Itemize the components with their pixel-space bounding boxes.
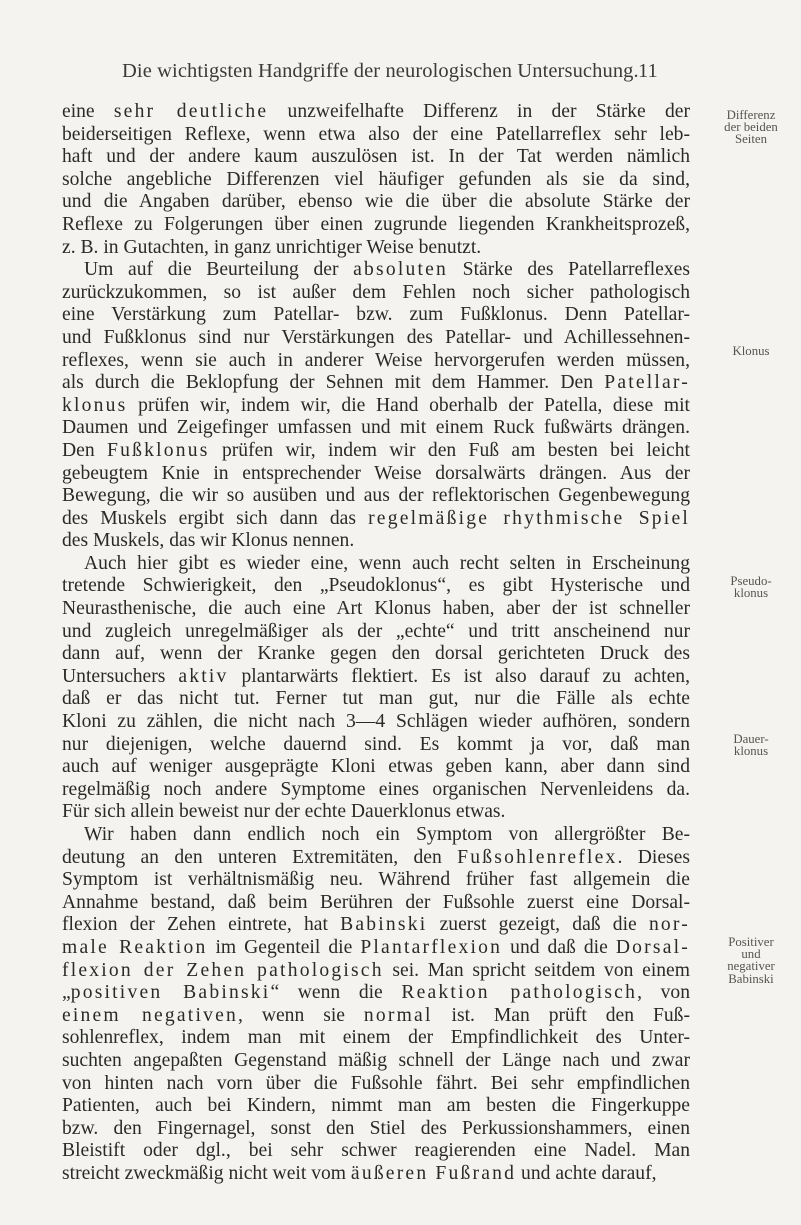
text-line bbox=[62, 1163, 690, 1186]
text-line bbox=[62, 824, 690, 847]
page-number: 11 bbox=[638, 60, 658, 82]
text-run: flexion der Zehen eintrete, hat bbox=[62, 914, 341, 936]
text-run: Bleistift oder dgl., bei sehr schwer reagierenden eine Nadel. Man bbox=[62, 1140, 690, 1162]
text-run: Neurasthenische, die auch eine Art Klonus haben, aber der ist schneller bbox=[62, 598, 690, 620]
spaced-emphasis: positiven Babinski bbox=[70, 982, 271, 1004]
text-line bbox=[62, 1050, 690, 1073]
text-line bbox=[62, 688, 690, 711]
text-line bbox=[62, 191, 690, 214]
margin-note-dauerklonus bbox=[704, 733, 798, 757]
margin-note-line: Klonus bbox=[732, 344, 770, 358]
main-text-column bbox=[62, 101, 690, 1186]
text-run: Wir haben dann endlich noch ein Symptom von allergrößter Be- bbox=[84, 824, 690, 845]
text-line bbox=[62, 395, 690, 418]
margin-note-pseudoklonus bbox=[704, 575, 798, 599]
text-run: Für sich allein beweist nur der echte Dauerklonus etwas. bbox=[62, 801, 506, 823]
text-line bbox=[62, 598, 690, 621]
text-run: prüfen wir, indem wir den Fuß am besten bei leicht bbox=[209, 439, 690, 461]
spaced-emphasis: normal bbox=[363, 1004, 433, 1026]
text-run: Symptom ist verhältnismäßig neu. Während früher fast allgemein die bbox=[62, 869, 690, 891]
spaced-emphasis: Plantarflexion bbox=[360, 936, 503, 958]
margin-note-line: Seiten bbox=[735, 132, 767, 147]
text-run: Reflexe zu Folgerungen über einen zugrunde liegenden Krankheitsprozeß, bbox=[62, 213, 690, 235]
text-run: bzw. den Fingernagel, sonst den Stiel des Perkussionshammers, einen bbox=[62, 1117, 690, 1139]
text-line bbox=[62, 508, 690, 531]
text-line bbox=[62, 643, 690, 666]
margin-note-line: Pseudo- bbox=[730, 574, 772, 588]
text-line bbox=[62, 169, 690, 192]
margin-note-line: Dauer- bbox=[733, 732, 769, 746]
text-line bbox=[62, 530, 690, 553]
text-run: , wenn sie bbox=[237, 1004, 364, 1026]
text-run: im Gegenteil die bbox=[207, 936, 361, 958]
spaced-emphasis: flexion der Zehen pathologisch bbox=[62, 959, 384, 981]
text-line bbox=[62, 146, 690, 169]
text-run: Annahme bestand, daß beim Berühren der Fußsohle zuerst eine Dorsal- bbox=[62, 891, 690, 913]
text-run: unzweifelhafte Differenz in der Stärke der bbox=[268, 101, 690, 122]
text-line bbox=[62, 259, 690, 282]
text-run: auch auf weniger ausgeprägte Kloni etwas geben kann, aber dann sind bbox=[62, 756, 690, 778]
text-line bbox=[62, 801, 690, 824]
spaced-emphasis: aktiv bbox=[178, 665, 229, 687]
text-run: und die Angaben darüber, ebenso wie die über die absolute Stärke der bbox=[62, 191, 690, 213]
margin-note-line: klonus bbox=[733, 744, 769, 759]
spaced-emphasis: Fußsohlenreflex bbox=[457, 846, 618, 868]
text-run: Patienten, auch bei Kindern, nimmt man am besten die Fingerkuppe bbox=[62, 1095, 690, 1117]
text-run: beiderseitigen Reflexe, wenn etwa also der eine Patellarreflex sehr leb- bbox=[62, 123, 690, 145]
margin-note-line: negativer bbox=[727, 959, 775, 974]
spaced-emphasis: Patellar- bbox=[604, 372, 690, 394]
text-run: und daß die bbox=[502, 936, 616, 958]
text-line bbox=[62, 847, 690, 870]
text-run: suchten angepaßten Gegenstand mäßig schnell der Länge nach und zwar bbox=[62, 1049, 690, 1071]
text-run: daß er das nicht tut. Ferner tut man gut, nur die Fälle als echte bbox=[62, 688, 690, 710]
text-run: ist. Man prüft den Fuß- bbox=[432, 1004, 690, 1026]
text-line bbox=[62, 779, 690, 802]
text-run: , von bbox=[637, 982, 690, 1004]
text-run: des Muskels, das wir Klonus nennen. bbox=[62, 530, 355, 552]
text-run: tretende Schwierigkeit, den „Pseudoklonus“, es gibt Hysterische und bbox=[62, 575, 690, 597]
text-line bbox=[62, 214, 690, 237]
text-run: eine bbox=[62, 101, 114, 122]
text-line bbox=[62, 350, 690, 373]
text-line bbox=[62, 621, 690, 644]
text-run: zuerst gezeigt, daß die bbox=[427, 914, 649, 936]
text-run: Auch hier gibt es wieder eine, wenn auch recht selten in Erscheinung bbox=[84, 552, 690, 574]
margin-note-line: klonus bbox=[733, 586, 769, 601]
text-line bbox=[62, 282, 690, 305]
text-line bbox=[62, 960, 690, 983]
text-run: Bewegung, die wir so ausüben und aus der reflektorischen Gegenbewegung bbox=[62, 485, 690, 507]
text-line bbox=[62, 734, 690, 757]
spaced-emphasis: klonus bbox=[62, 394, 128, 416]
text-run: streicht zweckmäßig nicht weit vom bbox=[62, 1162, 351, 1184]
text-run: Untersuchers bbox=[62, 665, 179, 687]
margin-note-line: Babinski bbox=[728, 971, 774, 986]
text-line bbox=[62, 101, 690, 124]
text-line bbox=[62, 372, 690, 395]
text-run: Den bbox=[62, 439, 108, 461]
text-line bbox=[62, 869, 690, 892]
text-run: sohlenreflex, indem man mit einem der Empfindlichkeit des Unter- bbox=[62, 1027, 690, 1049]
text-run: als durch die Beklopfung der Sehnen mit dem Hammer. Den bbox=[62, 372, 605, 394]
text-line bbox=[62, 1073, 690, 1096]
text-line bbox=[62, 417, 690, 440]
spaced-emphasis: einem negativen bbox=[62, 1004, 238, 1026]
text-line bbox=[62, 1118, 690, 1141]
text-line bbox=[62, 575, 690, 598]
text-run: zurückzukommen, so ist außer dem Fehlen noch sicher pathologisch bbox=[62, 281, 690, 303]
text-line bbox=[62, 237, 690, 260]
text-line bbox=[62, 553, 690, 576]
text-line bbox=[62, 327, 690, 350]
margin-note-line: Differenz bbox=[726, 108, 776, 122]
text-run: des Muskels ergibt sich dann das bbox=[62, 507, 369, 529]
text-run: „ bbox=[62, 982, 71, 1004]
text-run: . Dieses bbox=[617, 846, 690, 868]
spaced-emphasis: Dorsal- bbox=[615, 936, 690, 958]
text-line bbox=[62, 914, 690, 937]
text-run: Um auf die Beurteilung der bbox=[84, 259, 354, 281]
text-run: reflexes, wenn sie auch in anderer Weise hervorgerufen werden müssen, bbox=[62, 349, 690, 371]
text-run: z. B. in Gutachten, in ganz unrichtiger Weise benutzt. bbox=[62, 236, 482, 258]
spaced-emphasis: Babinski bbox=[340, 914, 428, 936]
text-run: dann auf, wenn der Kranke gegen den dorsal gerichteten Druck des bbox=[62, 643, 690, 665]
text-run: Kloni zu zählen, die nicht nach 3—4 Schlägen wieder aufhören, sondern bbox=[62, 711, 690, 733]
text-line bbox=[62, 892, 690, 915]
text-run: gebeugtem Knie in entsprechender Weise dorsalwärts drängen. Aus der bbox=[62, 462, 690, 484]
text-run: und achte darauf, bbox=[516, 1162, 657, 1184]
text-run: von hinten nach vorn über die Fußsohle fährt. Bei sehr empfindlichen bbox=[62, 1072, 690, 1094]
text-run: haft und der andere kaum auszulösen ist. In der Tat werden nämlich bbox=[62, 146, 690, 168]
text-line bbox=[62, 756, 690, 779]
spaced-emphasis: Reaktion pathologisch bbox=[401, 982, 638, 1004]
text-line bbox=[62, 440, 690, 463]
text-line bbox=[62, 982, 690, 1005]
text-run: sei. Man spricht seitdem von einem bbox=[383, 959, 690, 981]
text-line bbox=[62, 1027, 690, 1050]
text-line bbox=[62, 1005, 690, 1028]
spaced-emphasis: Fußklonus bbox=[107, 439, 210, 461]
text-run: Daumen und Zeigefinger umfassen und mit einem Ruck fußwärts drängen. bbox=[62, 417, 690, 439]
text-run: solche angebliche Differenzen viel häufiger gefunden als sie da sind, bbox=[62, 168, 690, 190]
spaced-emphasis: nor- bbox=[648, 914, 690, 936]
text-run: prüfen wir, indem wir, die Hand oberhalb der Patella, diese mit bbox=[127, 394, 690, 416]
text-line bbox=[62, 711, 690, 734]
text-run: und Fußklonus sind nur Verstärkungen des Patellar- und Achillessehnen- bbox=[62, 326, 690, 348]
margin-note-differenz bbox=[704, 109, 798, 146]
spaced-emphasis: regelmäßige rhythmische Spiel bbox=[368, 507, 690, 529]
text-line bbox=[62, 1095, 690, 1118]
spaced-emphasis: äußeren Fußrand bbox=[350, 1162, 517, 1184]
running-header bbox=[0, 60, 801, 90]
text-line bbox=[62, 666, 690, 689]
text-run: regelmäßig noch andere Symptome eines organischen Nervenleidens da. bbox=[62, 778, 690, 800]
text-run: eine Verstärkung zum Patellar- bzw. zum Fußklonus. Denn Patellar- bbox=[62, 304, 690, 326]
text-run: Stärke des Patellarreflexes bbox=[448, 259, 690, 281]
text-line bbox=[62, 463, 690, 486]
margin-note-line: der beiden bbox=[724, 120, 778, 135]
running-head-title: Die wichtigsten Handgriffe der neurologischen Untersuchung. bbox=[122, 60, 639, 82]
text-line bbox=[62, 937, 690, 960]
margin-note-line: und bbox=[741, 947, 761, 962]
spaced-emphasis: sehr deutliche bbox=[113, 101, 269, 122]
text-line bbox=[62, 124, 690, 147]
text-line bbox=[62, 1140, 690, 1163]
margin-note-line: Positiver bbox=[728, 935, 774, 949]
text-run: und zugleich unregelmäßiger als der „echte“ und tritt anscheinend nur bbox=[62, 620, 690, 642]
spaced-emphasis: absoluten bbox=[353, 259, 449, 281]
text-line bbox=[62, 485, 690, 508]
text-run: deutung an den unteren Extremitäten, den bbox=[62, 846, 458, 868]
margin-note-babinski bbox=[704, 936, 798, 985]
text-run: “ wenn die bbox=[270, 982, 402, 1004]
text-line bbox=[62, 304, 690, 327]
spaced-emphasis: male Reaktion bbox=[62, 936, 208, 958]
text-run: plantarwärts flektiert. Es ist also darauf zu achten, bbox=[228, 665, 691, 687]
margin-note-klonus bbox=[704, 345, 798, 357]
text-run: nur diejenigen, welche dauernd sind. Es kommt ja vor, daß man bbox=[62, 733, 690, 755]
